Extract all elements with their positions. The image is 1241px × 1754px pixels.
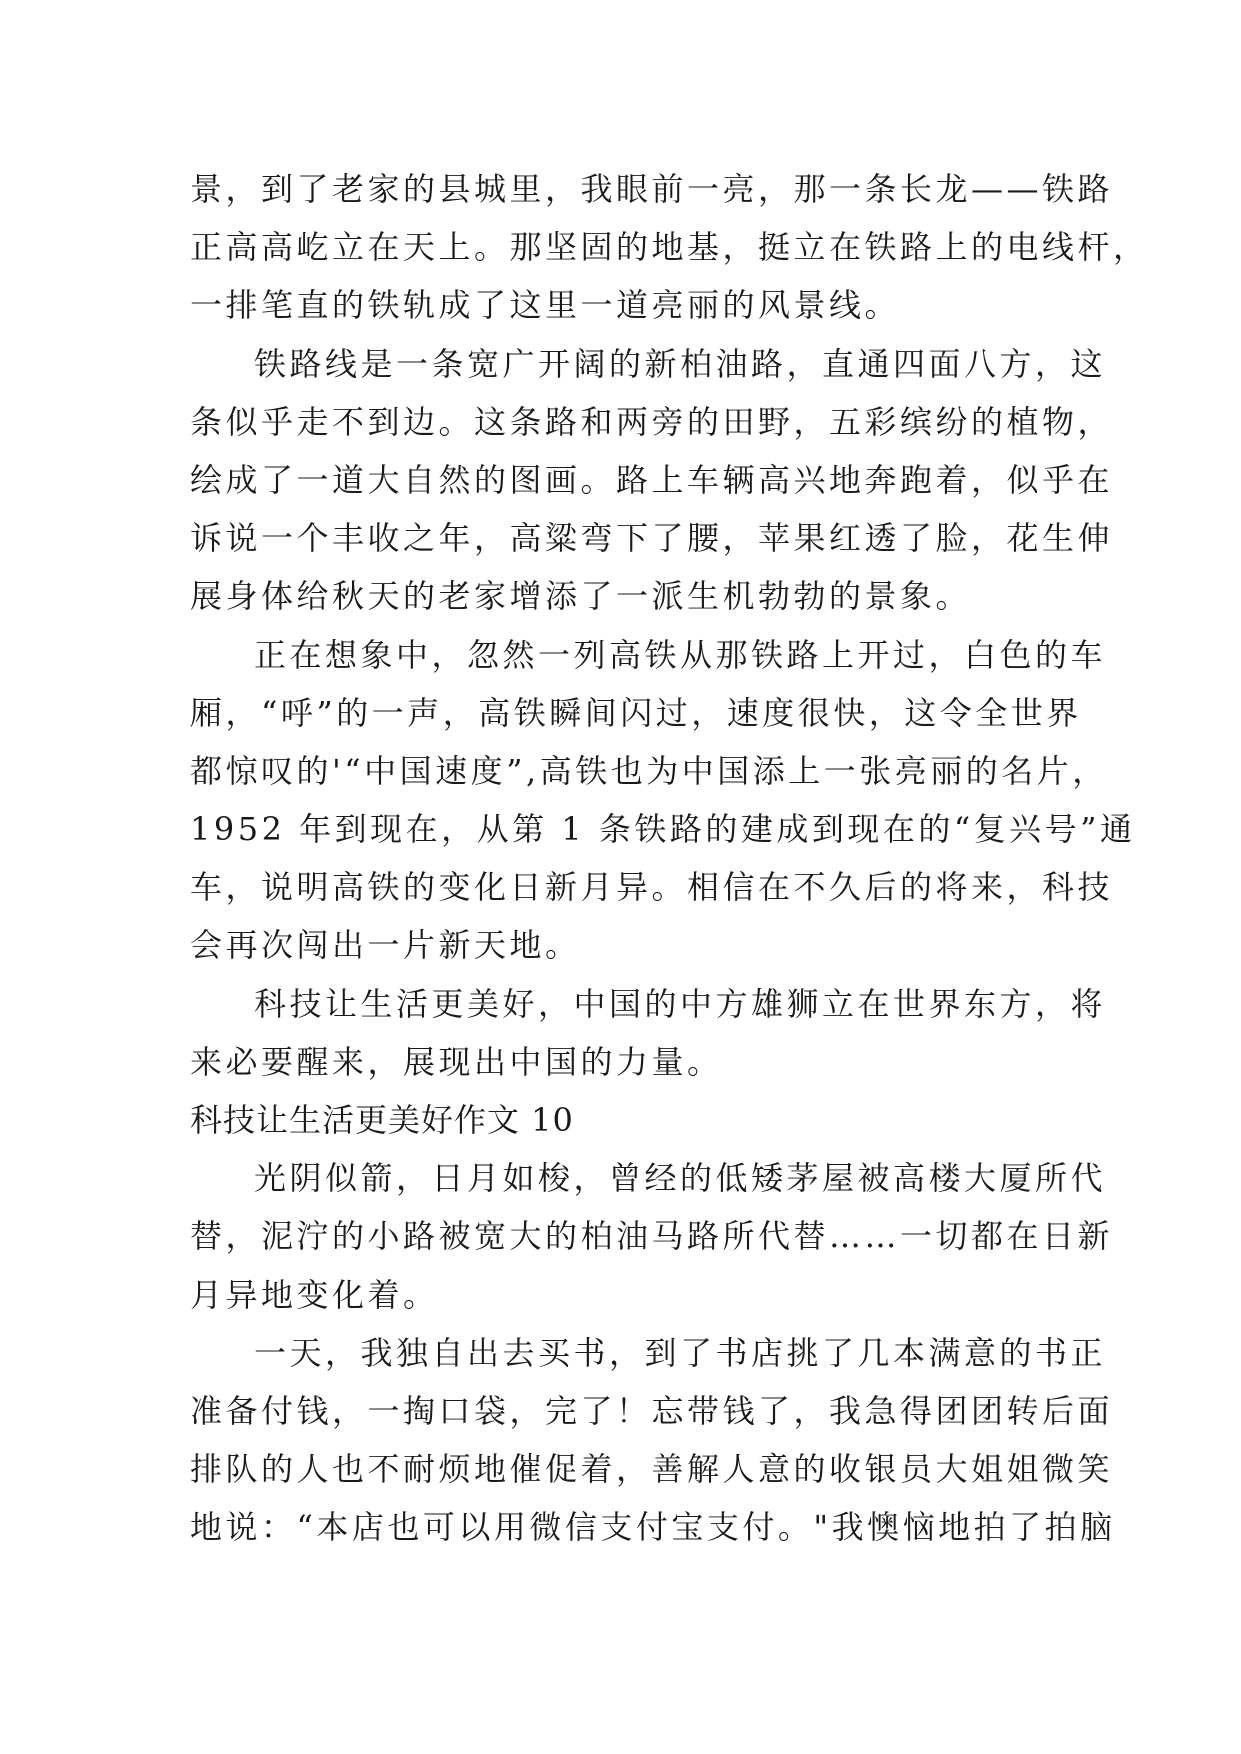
paragraph-start-line: 一天，我独自出去买书，到了书店挑了几本满意的书正	[254, 1333, 1107, 1372]
text-line: 排队的人也不耐烦地催促着，善解人意的收银员大姐姐微笑	[190, 1450, 1114, 1489]
paragraph-start-line: 光阴似箭，日月如梭，曾经的低矮茅屋被高楼大厦所代	[254, 1159, 1107, 1198]
text-line: 绘成了一道大自然的图画。路上车辆高兴地奔跑着，似乎在	[190, 460, 1114, 499]
text-line: 条似乎走不到边。这条路和两旁的田野，五彩缤纷的植物，	[190, 402, 1114, 441]
paragraph-start-line: 正在想象中，忽然一列高铁从那铁路上开过，白色的车	[254, 635, 1107, 674]
text-line: 准备付钱，一掏口袋，完了！忘带钱了，我急得团团转后面	[190, 1391, 1114, 1430]
text-line: 1952 年到现在，从第 1 条铁路的建成到现在的“复兴号”通	[190, 810, 1136, 849]
text-line: 正高高屹立在天上。那坚固的地基，挺立在铁路上的电线杆，	[190, 228, 1149, 267]
section-heading: 科技让生活更美好作文 10	[190, 1101, 574, 1139]
text-line: 一排笔直的铁轨成了这里一道亮丽的风景线。	[190, 286, 901, 325]
paragraph-start-line: 铁路线是一条宽广开阔的新柏油路，直通四面八方，这	[254, 344, 1107, 383]
text-line: 展身体给秋天的老家增添了一派生机勃勃的景象。	[190, 577, 972, 616]
text-line: 地说：“本店也可以用微信支付宝支付。"我懊恼地拍了拍脑	[190, 1508, 1116, 1547]
paragraph-start-line: 科技让生活更美好，中国的中方雄狮立在世界东方，将	[254, 984, 1107, 1023]
text-line: 厢，“呼”的一声，高铁瞬间闪过，速度很快，这令全世界	[190, 693, 1082, 732]
text-line: 景，到了老家的县城里，我眼前一亮，那一条长龙——铁路	[190, 170, 1114, 208]
text-line: 来必要醒来，展现出中国的力量。	[190, 1042, 723, 1081]
text-line: 都惊叹的'“中国速度”,高铁也为中国添上一张亮丽的名片，	[190, 751, 1108, 790]
text-line: 车，说明高铁的变化日新月异。相信在不久后的将来，科技	[190, 868, 1114, 907]
text-line: 替，泥泞的小路被宽大的柏油马路所代替……一切都在日新	[190, 1217, 1114, 1256]
text-line: 会再次闯出一片新天地。	[190, 926, 581, 965]
text-line: 诉说一个丰收之年，高粱弯下了腰，苹果红透了脸，花生伸	[190, 519, 1114, 558]
text-line: 月异地变化着。	[190, 1275, 439, 1314]
essay-text	[190, 160, 1149, 1557]
